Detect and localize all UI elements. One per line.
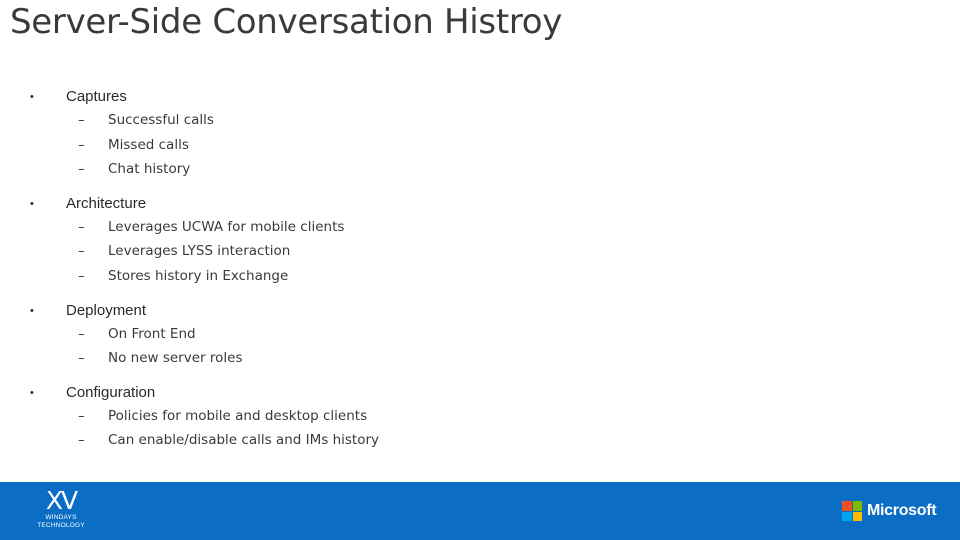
dash-icon: – [78,243,85,260]
windays-logo [30,488,92,536]
sub-bullet-item [30,346,910,371]
sub-bullet-item [30,157,910,182]
bullet-heading: Deployment [66,301,147,319]
sub-bullet-item [30,133,910,158]
sub-bullet-text: Leverages UCWA for mobile clients [108,218,345,235]
bullet-dot-icon: • [30,386,34,399]
sub-bullet-item [30,428,910,453]
section-captures [30,86,910,182]
sub-bullet-text: Leverages LYSS interaction [108,243,291,260]
ms-tile-red [842,501,852,511]
ms-tile-blue [842,512,852,522]
sub-bullet-text: Chat history [108,161,191,178]
ms-tile-yellow [853,512,863,522]
bullet-heading: Configuration [66,383,156,401]
dash-icon: – [78,432,85,449]
sub-bullet-text: Policies for mobile and desktop clients [108,407,368,424]
section-architecture [30,193,910,289]
footer-bar [0,482,960,540]
bullet-item [30,300,910,322]
sub-bullet-item [30,239,910,264]
dash-icon: – [78,218,85,235]
bullet-heading: Architecture [66,194,147,212]
dash-icon: – [78,112,85,128]
dash-icon: – [78,407,85,424]
bullet-item [30,193,910,215]
windays-logo-line1: WINDAYS [45,514,77,521]
sub-bullet-item [30,215,910,240]
sub-bullet-item [30,108,910,133]
dash-icon: – [78,136,85,153]
dash-icon: – [78,350,85,367]
bullet-item [30,382,910,404]
bullet-item [30,86,910,108]
dash-icon: – [78,325,85,342]
dash-icon: – [78,267,85,284]
ms-tile-green [853,501,863,511]
section-configuration [30,382,910,453]
sub-bullet-text: Successful calls [108,112,214,128]
section-deployment [30,300,910,371]
sub-bullet-item [30,322,910,347]
sub-bullet-text: No new server roles [108,350,243,367]
windays-logo-line2: TECHNOLOGY [37,522,85,529]
sub-bullet-text: Stores history in Exchange [108,267,289,284]
windays-logo-mark: XV [45,486,77,515]
microsoft-logo [842,500,936,522]
sub-bullet-text: Can enable/disable calls and IMs history [108,432,379,449]
sub-bullet-text: On Front End [108,325,196,342]
bullet-heading: Captures [66,88,127,105]
microsoft-windows-icon [842,501,862,521]
dash-icon: – [78,161,85,178]
bullet-dot-icon: • [30,197,34,210]
bullet-dot-icon: • [30,91,34,103]
bullet-dot-icon: • [30,304,34,317]
sub-bullet-item [30,404,910,429]
bullet-list [30,86,910,453]
sub-bullet-item [30,264,910,289]
microsoft-wordmark: Microsoft [867,502,937,519]
slide-title: Server-Side Conversation Histroy [10,2,563,42]
sub-bullet-text: Missed calls [108,136,189,153]
